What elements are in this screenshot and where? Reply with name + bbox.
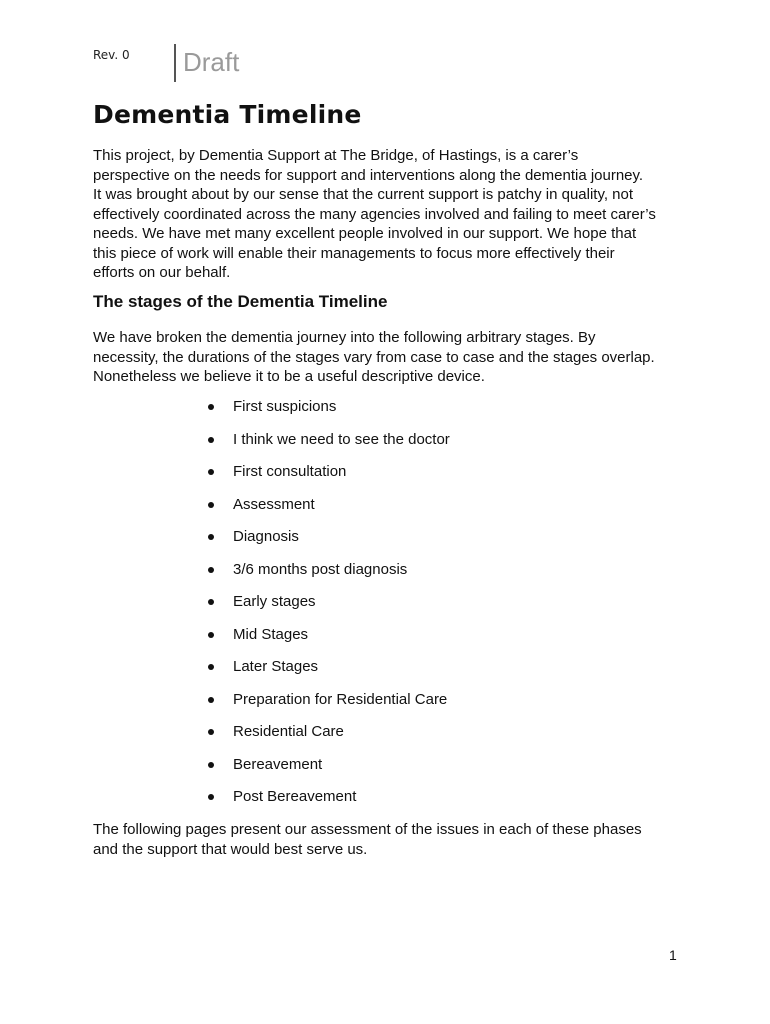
intro-line: needs. We have met many excellent people involved in our support. We hope that [93,225,637,242]
bullet-icon [208,729,214,735]
stage-label: Assessment [233,495,315,513]
stage-label: Mid Stages [233,625,309,643]
intro-paragraph [93,146,693,283]
bullet-icon [208,534,214,540]
stages-intro-paragraph [93,328,693,387]
draft-divider [174,44,176,82]
stage-label: Early stages [233,593,316,610]
bullet-icon [208,567,214,573]
stage-label: Residential Care [233,723,344,740]
intro-line: efforts on our behalf. [93,264,231,281]
stages-intro-line: necessity, the durations of the stages vary from case to case and the stages overlap. [93,348,655,366]
stages-intro-line: We have broken the dementia journey into the following arbitrary stages. By [93,329,596,346]
bullet-icon [208,697,214,703]
draft-watermark: Draft [183,47,240,77]
bullet-icon [208,632,214,638]
bullet-icon [208,794,214,800]
stage-label: Post Bereavement [233,788,357,805]
stage-label: 3/6 months post diagnosis [233,560,408,578]
revision-label: Rev. 0 [93,48,130,62]
bullet-icon [208,664,214,670]
bullet-icon [208,599,214,605]
intro-line: effectively coordinated across the many agencies involved and failing to meet carer’s [93,205,656,223]
bullet-icon [208,437,214,443]
closing-line: and the support that would best serve us. [93,840,368,858]
page-number: 1 [669,947,677,963]
stage-label: First suspicions [233,398,337,415]
stage-label: I think we need to see the doctor [233,430,450,448]
bullet-icon [208,469,214,475]
intro-line: This project, by Dementia Support at The Bridge, of Hastings, is a carer’s [93,147,579,164]
bullet-icon [208,404,214,410]
closing-paragraph [93,820,693,859]
stages-intro-line: Nonetheless we believe it to be a useful descriptive device. [93,368,485,385]
stage-label: First consultation [233,463,347,480]
intro-line: this piece of work will enable their managements to focus more effectively their [93,244,615,262]
intro-line: It was brought about by our sense that the current support is patchy in quality, not [93,186,634,203]
document-title: Dementia Timeline [93,100,362,129]
stage-label: Bereavement [233,755,323,773]
stage-label: Diagnosis [233,528,299,545]
closing-line: The following pages present our assessment of the issues in each of these phases [93,821,642,838]
stage-label: Preparation for Residential Care [233,690,448,708]
intro-line: perspective on the needs for support and interventions along the dementia journey. [93,166,644,184]
bullet-icon [208,762,214,768]
stage-label: Later Stages [233,658,319,675]
section-heading: The stages of the Dementia Timeline [93,292,388,311]
bullet-icon [208,502,214,508]
